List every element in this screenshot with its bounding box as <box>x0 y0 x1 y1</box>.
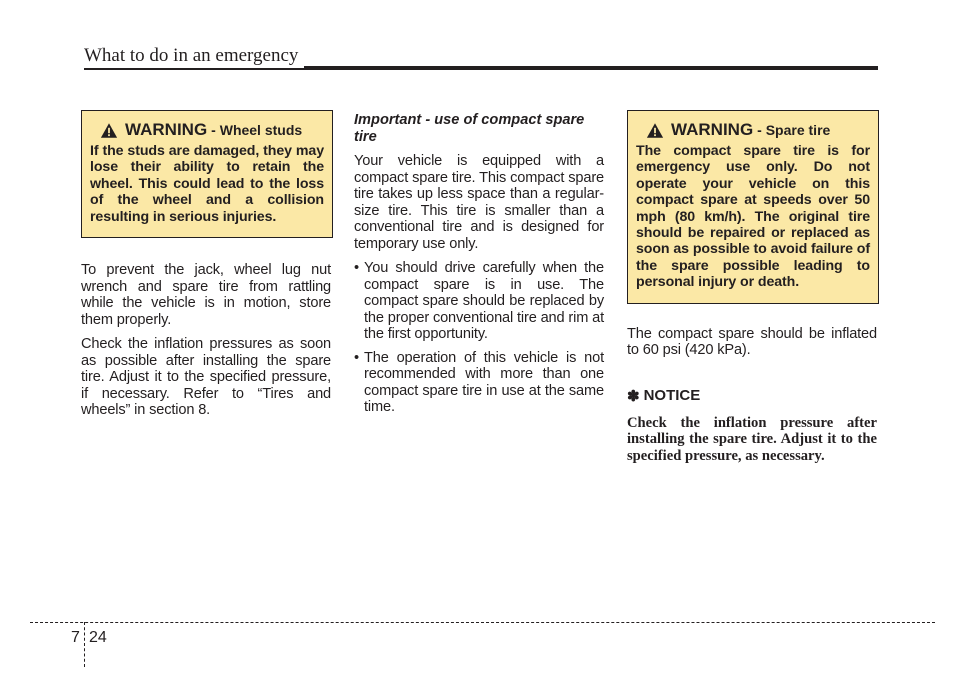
section-number: 7 <box>71 629 80 646</box>
footer-divider <box>84 622 85 667</box>
warning-header <box>100 121 324 139</box>
paragraph-compact-spare: Your vehicle is equipped with a compact spare tire. This compact spare tire takes up less space than a regular-size tire. This tire is smaller than a conventional tire and is designed for temporary use only. <box>354 153 604 252</box>
warning-box-spare-tire <box>627 110 879 304</box>
page-header-title: What to do in an emergency <box>84 44 304 68</box>
notice-body: Check the inflation pressure after installing the spare tire. Adjust it to the specified pressure, as necessary. <box>627 414 877 465</box>
notice-heading <box>627 387 877 405</box>
warning-word: WARNING <box>671 120 754 139</box>
warning-triangle-icon <box>100 122 118 139</box>
section-heading-compact-spare: Important - use of compact spare tire <box>354 112 585 145</box>
warning-triangle-icon <box>646 122 664 139</box>
notice-star-icon: ✽ <box>627 387 640 405</box>
warning-body: The compact spare tire is for emergency use only. Do not operate your vehicle on this compact spare at speeds over 50 mph (80 km/h). The original tire should be repaired or replaced as soon as possible to avoid failure of the spare possible leading to personal injury or death. <box>636 143 870 291</box>
warning-word: WARNING <box>125 120 208 139</box>
paragraph-inflation: Check the inflation pressures as soon as possible after installing the spare tire. Adjust it to the specified pressure, if necessary. Refer to “Tires and wheels” in section 8. <box>81 336 331 419</box>
paragraph-inflation-psi: The compact spare should be inflated to 60 psi (420 kPa). <box>627 325 877 359</box>
column-1 <box>81 110 331 427</box>
warning-body: If the studs are damaged, they may lose their ability to retain the wheel. This could lead to the loss of the wheel and a collision resulting in serious injuries. <box>90 143 324 225</box>
footer-rule <box>30 622 935 623</box>
bullet-list <box>354 260 604 416</box>
warning-header <box>646 121 870 139</box>
paragraph-storage: To prevent the jack, wheel lug nut wrench and spare tire from rattling while the vehicle is in motion, store them properly. <box>81 262 331 328</box>
warning-box-wheel-studs <box>81 110 333 238</box>
list-item: • You should drive carefully when the compact spare is in use. The compact spare should be replaced by the proper conventional tire and rim at the first opportunity. <box>354 260 604 343</box>
warning-subtitle: - Wheel studs <box>211 122 303 138</box>
page-number: 24 <box>89 629 107 646</box>
column-3 <box>627 110 877 465</box>
warning-subtitle: - Spare tire <box>757 122 831 138</box>
notice-title: NOTICE <box>643 387 701 405</box>
list-item: • The operation of this vehicle is not recommended with more than one compact spare tire in use at the same time. <box>354 350 604 416</box>
column-2 <box>354 112 604 423</box>
